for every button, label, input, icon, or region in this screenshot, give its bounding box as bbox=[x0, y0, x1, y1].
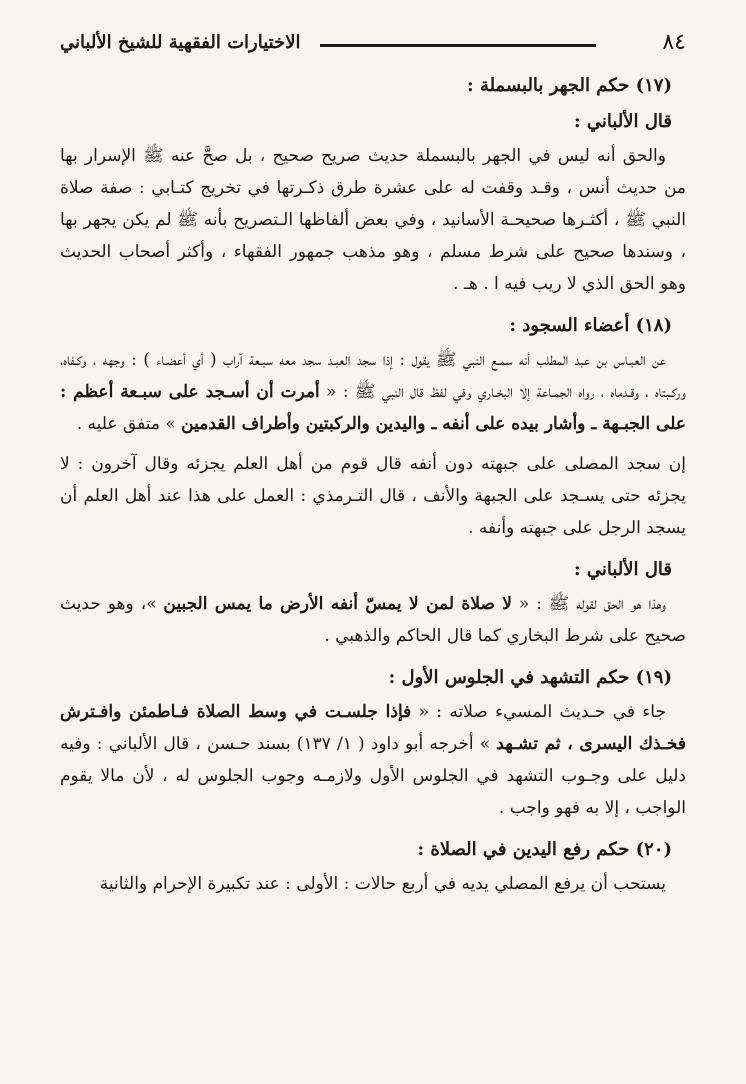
section-17-heading: (١٧) حكم الجهر بالبسملة : bbox=[467, 75, 672, 96]
running-title: الاختيارات الفقهية للشيخ الألباني bbox=[60, 32, 301, 53]
section-20-heading: (٢٠) حكم رفع اليدين في الصلاة : bbox=[417, 839, 672, 860]
section-18-paragraph-1 bbox=[60, 344, 686, 440]
section-18-p3-hadith: لا صلاة لمن لا يمسّ أنفه الأرض ما يمس الجبين bbox=[163, 594, 513, 614]
section-18-p1-hadith: أمرت أن أسـجد على سبـعة أعظم : على الجبـهة ـ وأشار بيده على أنفه ـ واليدين والركبتين وأطراف القدمين bbox=[60, 382, 686, 434]
page-header bbox=[60, 30, 686, 70]
section-19-p1-text-a: جاء في حـديث المسيء صلاته : « bbox=[411, 702, 666, 722]
section-18-p1-text-a: عن العبـاس بن عبد المطلب أنه سمـع النبي ﷺ يقول : إذا سجد العبـد سجد معه سبـعة آراب ( أي أعضـاء ) : وجهه ، وكـفاه، وركـبتاه ، وقـدماه ، رواه الجمـاعة إلا البخـاري وفي لفظ قال النبي ﷺ : « bbox=[60, 350, 686, 402]
section-17-albani-label: قال الألباني : bbox=[573, 111, 672, 132]
page-content bbox=[60, 68, 686, 908]
section-18-albani-label: قال الألباني : bbox=[573, 559, 672, 580]
section-17-paragraph: والحق أنه ليس في الجهر بالبسملة حديث صريح صحيح ، بل صحَّ عنه ﷺ الإسرار بها من حديث أنس ، وقـد وقفت له على عشرة طرق ذكـرتها في تخريج كتـابي : صفة صلاة النبي ﷺ ، أكثـرها صحيحـة الأسانيد ، وفي بعض ألفاظها الـتصريح بأنه ﷺ لم يكن يجهر بها ، وسندها صحيح على شرط مسلم ، وهو مذهب جمهور الفقهاء ، وأكثر أصحاب الحديث وهو الحق الذي لا ريب فيه ا . هـ . bbox=[60, 146, 686, 294]
section-19-heading: (١٩) حكم التشهد في الجلوس الأول : bbox=[388, 667, 672, 688]
section-18-paragraph-3 bbox=[60, 588, 686, 652]
section-18-paragraph-2: إن سجد المصلى على جبهته دون أنفه قال قوم من أهل العلم يجزئه وقال آخرون : لا يجزئه حتى يسـجد على الجبهة والأنف ، قال التـرمذي : العمل على هذا عند أهل العلم أن يسجد الرجل على جبهته وأنفه . bbox=[60, 454, 686, 538]
section-18-p3-text-b: »، وهو حديث صحيح على شرط البخاري كما قال الحاكم والذهبي . bbox=[60, 594, 686, 646]
section-19-p1-text-b: » أخرجه أبو داود ( ١/ ١٣٧) بسند حـسن ، قال الألباني : وفيه دليل على وجـوب التشهد في الجلوس الأول ولازمـه وجوب الجلوس له ، لأن مالا يقوم الواجب ، إلا به فهو واجب . bbox=[60, 734, 686, 818]
header-rule bbox=[320, 44, 596, 47]
section-19-p1-hadith: فإذا جلسـت في وسط الصلاة فـاطمئن وافـترش فخـذك اليسرى ، ثم تشـهد bbox=[60, 702, 686, 754]
section-19-paragraph bbox=[60, 696, 686, 824]
page-number: ٨٤ bbox=[662, 30, 686, 55]
section-18-p3-text-a: وهذا هو الحق لقوله ﷺ : « bbox=[512, 594, 666, 614]
section-20-paragraph: يستحب أن يرفع المصلي يديه في أربع حالات : الأولى : عند تكبيرة الإحرام والثانية bbox=[99, 874, 666, 894]
section-18-p1-text-b: » متفق عليه . bbox=[76, 414, 182, 434]
section-18-heading: (١٨) أعضاء السجود : bbox=[509, 315, 672, 336]
